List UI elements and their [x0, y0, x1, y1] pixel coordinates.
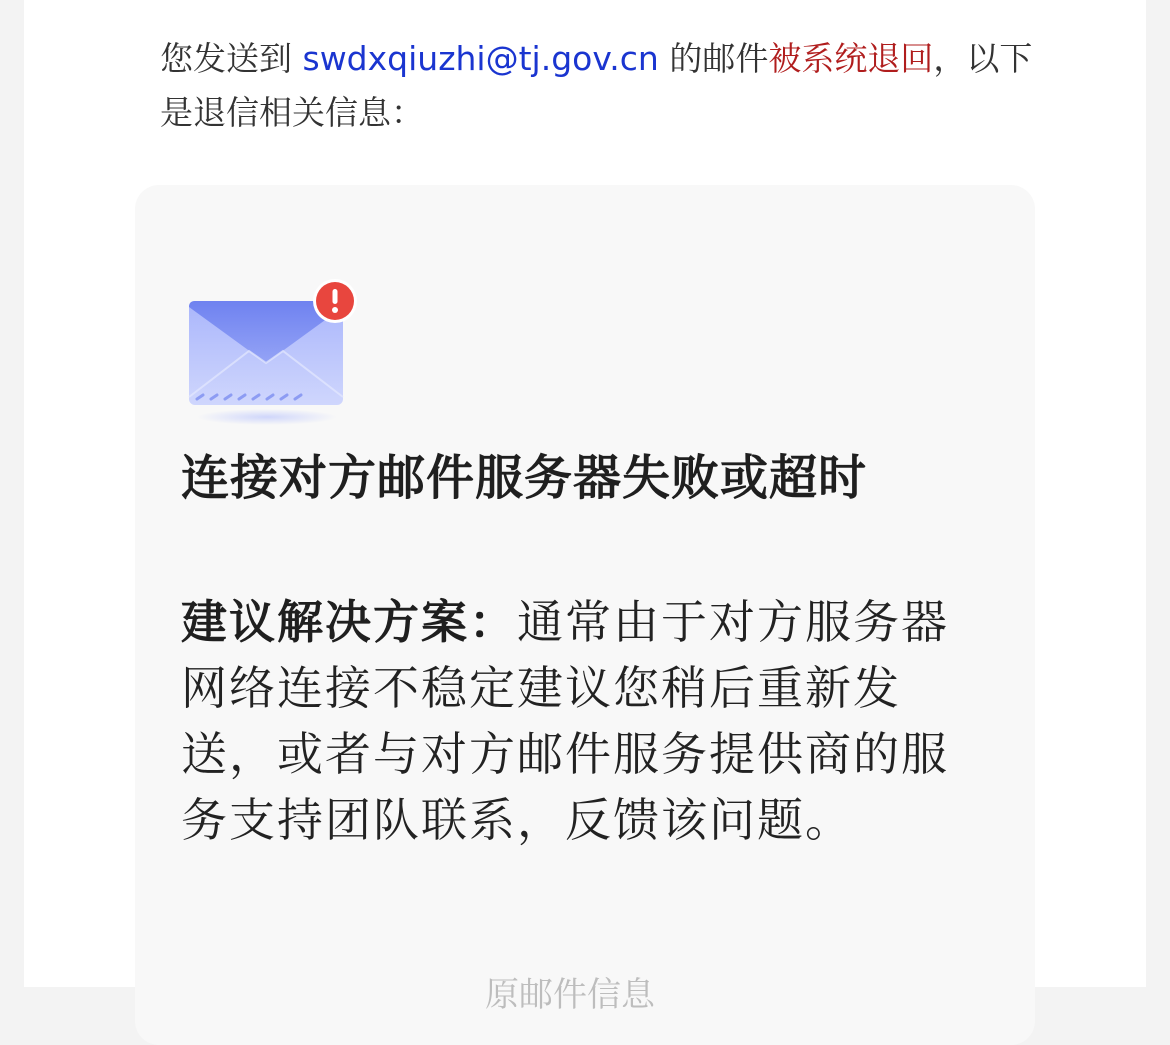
intro-prefix: 您发送到 — [160, 39, 303, 78]
original-mail-info-header: 原邮件信息 — [485, 975, 655, 1015]
alert-badge-icon — [313, 279, 357, 323]
intro-suffix: ，以下是退信相关信息： — [160, 39, 1033, 132]
bounced-text: 被系统退回 — [768, 39, 934, 78]
suggested-solution — [181, 589, 971, 853]
solution-text: 通常由于对方服务器网络连接不稳定建议您稍后重新发送，或者与对方邮件服务提供商的服务支持团队联系，反馈该问题。 — [181, 595, 949, 847]
recipient-address-link[interactable]: swdxqiuzhi@tj.gov.cn — [302, 39, 659, 78]
intro-middle: 的邮件 — [658, 39, 769, 78]
bounce-reason-title: 连接对方邮件服务器失败或超时 — [181, 450, 868, 506]
solution-label: 建议解决方案： — [181, 595, 517, 649]
envelope-icon — [187, 277, 367, 437]
bounce-info-card — [135, 185, 1035, 1045]
bounce-intro — [160, 32, 1060, 140]
